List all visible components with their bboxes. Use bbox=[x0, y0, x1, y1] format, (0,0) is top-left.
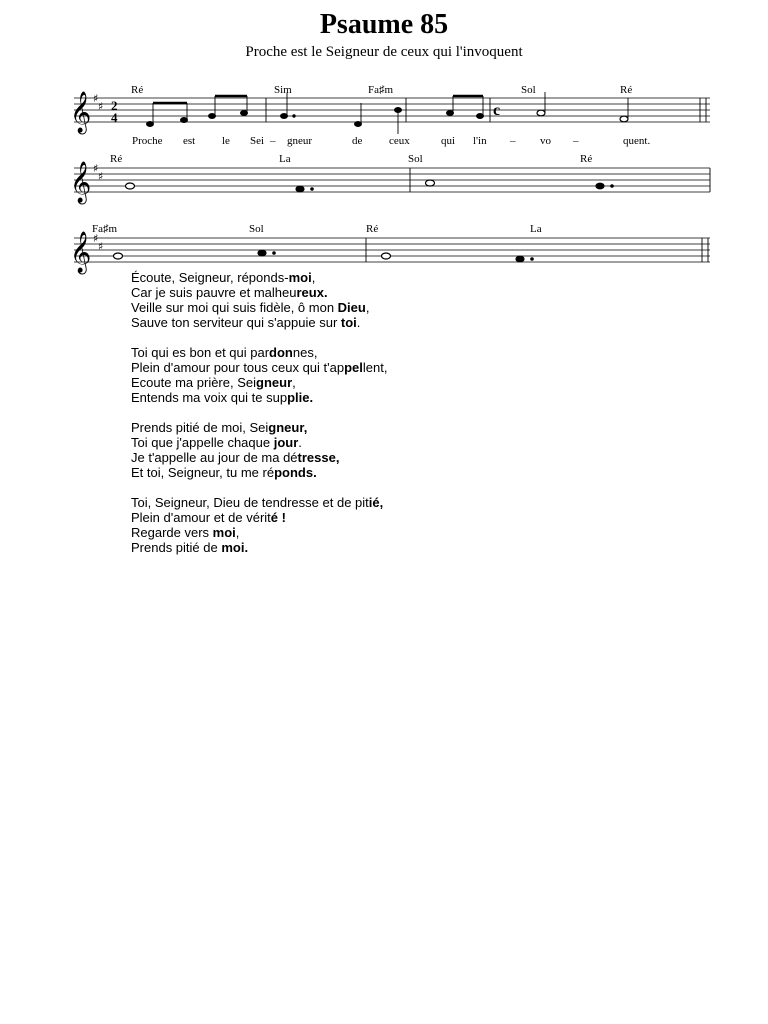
staff-lines-system-1 bbox=[74, 98, 710, 122]
lyric-syllable: qui bbox=[441, 135, 456, 147]
verse-line bbox=[131, 495, 387, 510]
verse-line bbox=[131, 360, 387, 375]
treble-clef-3: 𝄞 bbox=[70, 232, 92, 273]
verse-line-accent: é ! bbox=[270, 510, 286, 525]
verse-line-accent: jour bbox=[273, 435, 299, 450]
verse-line-end: , bbox=[311, 270, 316, 285]
verse-line-text: Je t'appelle au jour de ma dé bbox=[131, 450, 298, 465]
verse-line-accent: gneur bbox=[256, 375, 293, 390]
verse-line-end: , bbox=[365, 300, 370, 315]
verse-line bbox=[131, 270, 387, 285]
chord-symbol: Fa♯m bbox=[368, 84, 394, 96]
verse-line-accent: moi bbox=[212, 525, 236, 540]
verse-line bbox=[131, 285, 387, 300]
lyric-syllable: le bbox=[222, 135, 230, 147]
chord-symbol: Ré bbox=[131, 84, 144, 96]
verse-line-text: Regarde vers bbox=[131, 525, 213, 540]
time-signature-bottom: 4 bbox=[111, 110, 118, 125]
lyric-syllable: de bbox=[352, 135, 363, 147]
verse-line-text: Toi que j'appelle chaque bbox=[131, 435, 274, 450]
verse-line-end: . bbox=[298, 435, 302, 450]
chord-symbol: Sol bbox=[521, 84, 536, 96]
verse-line-text: Toi, Seigneur, Dieu de tendresse et de pit bbox=[131, 495, 369, 510]
lyric-syllable: – bbox=[573, 135, 579, 147]
chord-symbol: Sim bbox=[274, 84, 292, 96]
page-subtitle: Proche est le Seigneur de ceux qui l'invoquent bbox=[245, 44, 523, 60]
svg-text:♯: ♯ bbox=[93, 92, 99, 105]
verse-line-text: Écoute, Seigneur, réponds- bbox=[131, 270, 289, 285]
svg-text:♯: ♯ bbox=[98, 100, 104, 113]
verse-line-accent: Dieu bbox=[337, 300, 366, 315]
time-signature-common: c bbox=[493, 102, 501, 119]
verse-line-text: Prends pitié de moi, Sei bbox=[131, 420, 269, 435]
verse-line-text: Toi qui es bon et qui par bbox=[131, 345, 270, 360]
verse-line bbox=[131, 465, 387, 480]
verse-line-accent: don bbox=[269, 345, 293, 360]
verse-line-accent: toi bbox=[340, 315, 357, 330]
verse-stanza bbox=[131, 270, 387, 330]
verse-line-text: Prends pitié de bbox=[131, 540, 222, 555]
chord-symbol: La bbox=[279, 153, 291, 165]
verse-line-accent: plie. bbox=[287, 390, 314, 405]
svg-text:♯: ♯ bbox=[98, 170, 104, 183]
verse-line bbox=[131, 510, 387, 525]
verse-line-accent: reux. bbox=[296, 285, 328, 300]
verse-line-accent: ié, bbox=[368, 495, 384, 510]
lyric-syllable: ceux bbox=[389, 135, 410, 147]
verse-line-text: Plein d'amour pour tous ceux qui t'ap bbox=[131, 360, 345, 375]
staff-lines-system-2 bbox=[74, 168, 710, 192]
verse-line-accent: ponds. bbox=[274, 465, 317, 480]
verse-line bbox=[131, 345, 387, 360]
verse-line-end: , bbox=[292, 375, 296, 390]
verse-line-text: Car je suis pauvre et malheu bbox=[131, 285, 297, 300]
verse-line-text: Sauve ton serviteur qui s'appuie sur bbox=[131, 315, 341, 330]
page-title: Psaume 85 bbox=[319, 9, 449, 40]
verse-line bbox=[131, 300, 387, 315]
lyric-syllable: l'in bbox=[473, 135, 487, 147]
lyric-syllable: Sei bbox=[250, 135, 265, 147]
lyric-syllable: est bbox=[183, 135, 196, 147]
lyric-syllable: vo bbox=[540, 135, 551, 147]
verse-line-text: Ecoute ma prière, Sei bbox=[131, 375, 257, 390]
verse-line bbox=[131, 540, 387, 555]
chord-symbol: Ré bbox=[620, 84, 633, 96]
chord-symbol: Sol bbox=[408, 153, 423, 165]
verse-line-accent: moi bbox=[288, 270, 312, 285]
verse-line bbox=[131, 315, 387, 330]
chord-symbol: Ré bbox=[580, 153, 593, 165]
verse-line bbox=[131, 375, 387, 390]
verse-line bbox=[131, 450, 387, 465]
psalm-verses bbox=[131, 270, 387, 570]
chord-symbol: Ré bbox=[110, 153, 123, 165]
lyric-syllable: Proche bbox=[132, 135, 163, 147]
chord-symbol: La bbox=[530, 223, 542, 235]
verse-line-text: Et toi, Seigneur, tu me ré bbox=[131, 465, 275, 480]
verse-line bbox=[131, 390, 387, 405]
chord-symbol: Sol bbox=[249, 223, 264, 235]
staff-lines-system-3 bbox=[74, 238, 710, 262]
svg-text:♯: ♯ bbox=[93, 232, 99, 245]
verse-line bbox=[131, 525, 387, 540]
treble-clef-1: 𝄞 bbox=[70, 92, 92, 133]
verse-line-accent: pel bbox=[344, 360, 363, 375]
lyric-syllable: – bbox=[510, 135, 516, 147]
lyric-syllable: gneur bbox=[287, 135, 313, 147]
chord-symbol: Fa♯m bbox=[92, 223, 118, 235]
verse-line-accent: moi. bbox=[221, 540, 249, 555]
verse-line-text: Veille sur moi qui suis fidèle, ô mon bbox=[131, 300, 338, 315]
svg-text:♯: ♯ bbox=[98, 240, 104, 253]
chord-symbol: Ré bbox=[366, 223, 379, 235]
verse-line-end: . bbox=[356, 315, 361, 330]
verse-line-text: Plein d'amour et de vérit bbox=[131, 510, 271, 525]
verse-line-end: nes, bbox=[292, 345, 318, 360]
verse-line-end: , bbox=[235, 525, 240, 540]
verse-stanza bbox=[131, 420, 387, 480]
verse-line-end: lent, bbox=[362, 360, 388, 375]
time-signature-top: 2 bbox=[111, 98, 118, 113]
treble-clef-2: 𝄞 bbox=[70, 162, 92, 203]
verse-line-accent: tresse, bbox=[297, 450, 340, 465]
verse-line bbox=[131, 420, 387, 435]
svg-text:♯: ♯ bbox=[93, 162, 99, 175]
verse-line-text: Entends ma voix qui te sup bbox=[131, 390, 288, 405]
verse-stanza bbox=[131, 495, 387, 555]
verse-stanza bbox=[131, 345, 387, 405]
music-score bbox=[0, 0, 768, 280]
verse-line bbox=[131, 435, 387, 450]
lyric-syllable: quent. bbox=[623, 135, 651, 147]
verse-line-accent: gneur, bbox=[268, 420, 308, 435]
lyric-syllable: – bbox=[270, 135, 276, 147]
